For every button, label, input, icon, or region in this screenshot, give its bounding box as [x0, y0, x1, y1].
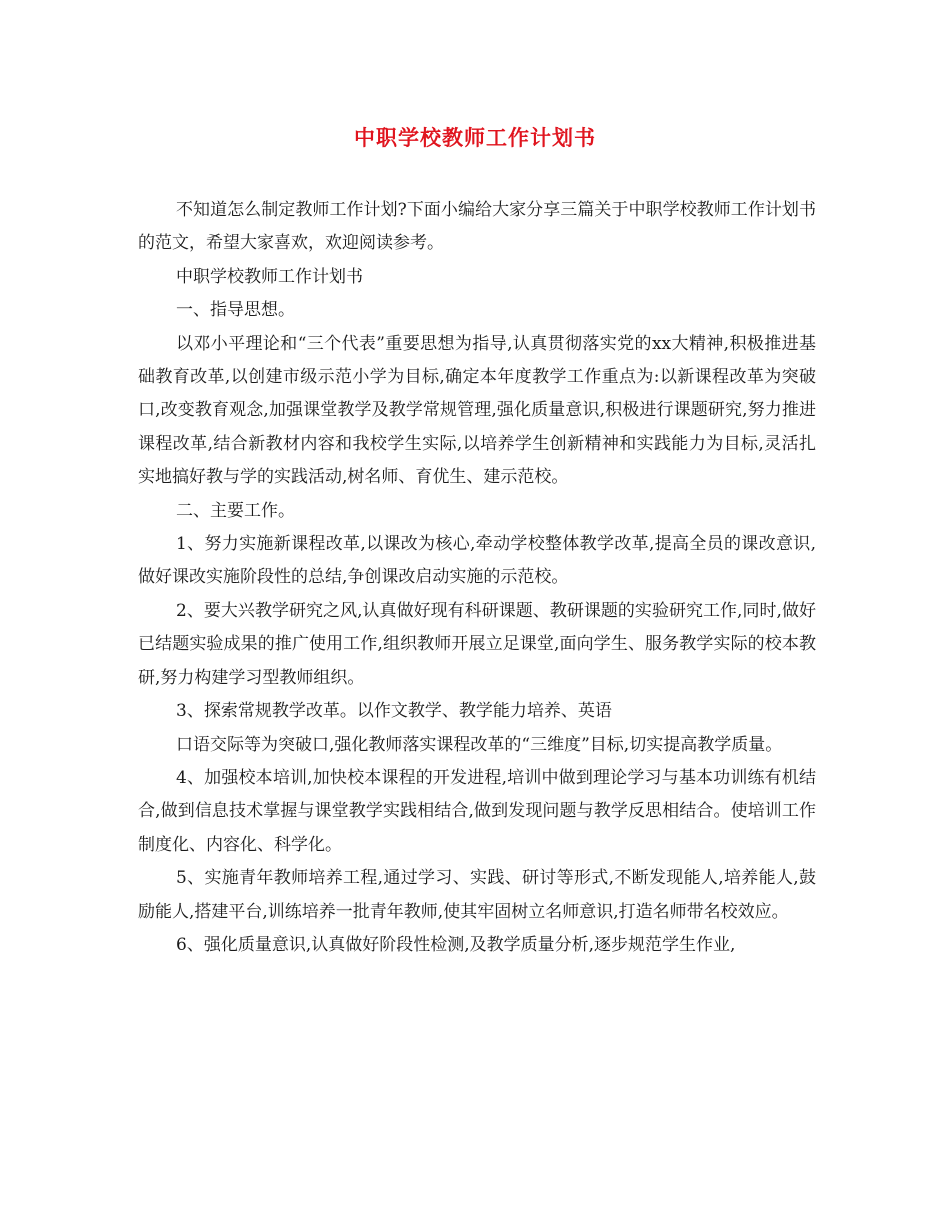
work-item-6: 6、强化质量意识,认真做好阶段性检测,及教学质量分析,逐步规范学生作业,	[176, 934, 736, 955]
work-item-3: 3、探索常规教学改革。以作文教学、教学能力培养、英语	[176, 701, 612, 722]
subtitle-paragraph: 中职学校教师工作计划书	[176, 266, 363, 287]
intro-paragraph: 不知道怎么制定教师工作计划?下面小编给大家分享三篇关于中职学校教师工作计划书的范文，希望大家喜欢，欢迎阅读参考。	[138, 200, 816, 254]
work-item-3-continued: 口语交际等为突破口,强化教师落实课程改革的“三维度”目标,切实提高教学质量。	[176, 734, 783, 755]
work-item-4: 4、加强校本培训,加快校本课程的开发进程,培训中做到理论学习与基本功训练有机结合,做到信息技术掌握与课堂教学实践相结合,做到发现问题与教学反思相结合。使培训工作制度化、内容化、科学化。	[138, 767, 816, 855]
work-item-2: 2、要大兴教学研究之风,认真做好现有科研课题、教研课题的实验研究工作,同时,做好已结题实验成果的推广使用工作,组织教师开展立足课堂,面向学生、服务教学实际的校本教研,努力构建学习型教师组织。	[138, 600, 816, 688]
work-item-5: 5、实施青年教师培养工程,通过学习、实践、研讨等形式,不断发现能人,培养能人,鼓励能人,搭建平台,训练培养一批青年教师,使其牢固树立名师意识,打造名师带名校效应。	[138, 868, 816, 922]
document-title: 中职学校教师工作计划书	[354, 125, 596, 150]
document-body	[138, 194, 816, 962]
section-heading-guiding-ideology: 一、指导思想。	[176, 300, 295, 321]
guiding-ideology-paragraph: 以邓小平理论和“三个代表”重要思想为指导,认真贯彻落实党的xx大精神,积极推进基础教育改革,以创建市级示范小学为目标,确定本年度教学工作重点为:以新课程改革为突破口,改变教育观念,加强课堂教学及教学常规管理,强化质量意识,积极进行课题研究,努力推进课程改革,结合新教材内容和我校学生实际,以培养学生创新精神和实践能力为目标,灵活扎实地搞好教与学的实践活动,树名师、育优生、建示范校。	[138, 333, 816, 488]
work-item-1: 1、努力实施新课程改革,以课改为核心,牵动学校整体教学改革,提高全员的课改意识,做好课改实施阶段性的总结,争创课改启动实施的示范校。	[138, 534, 816, 588]
section-heading-main-work: 二、主要工作。	[176, 500, 295, 521]
